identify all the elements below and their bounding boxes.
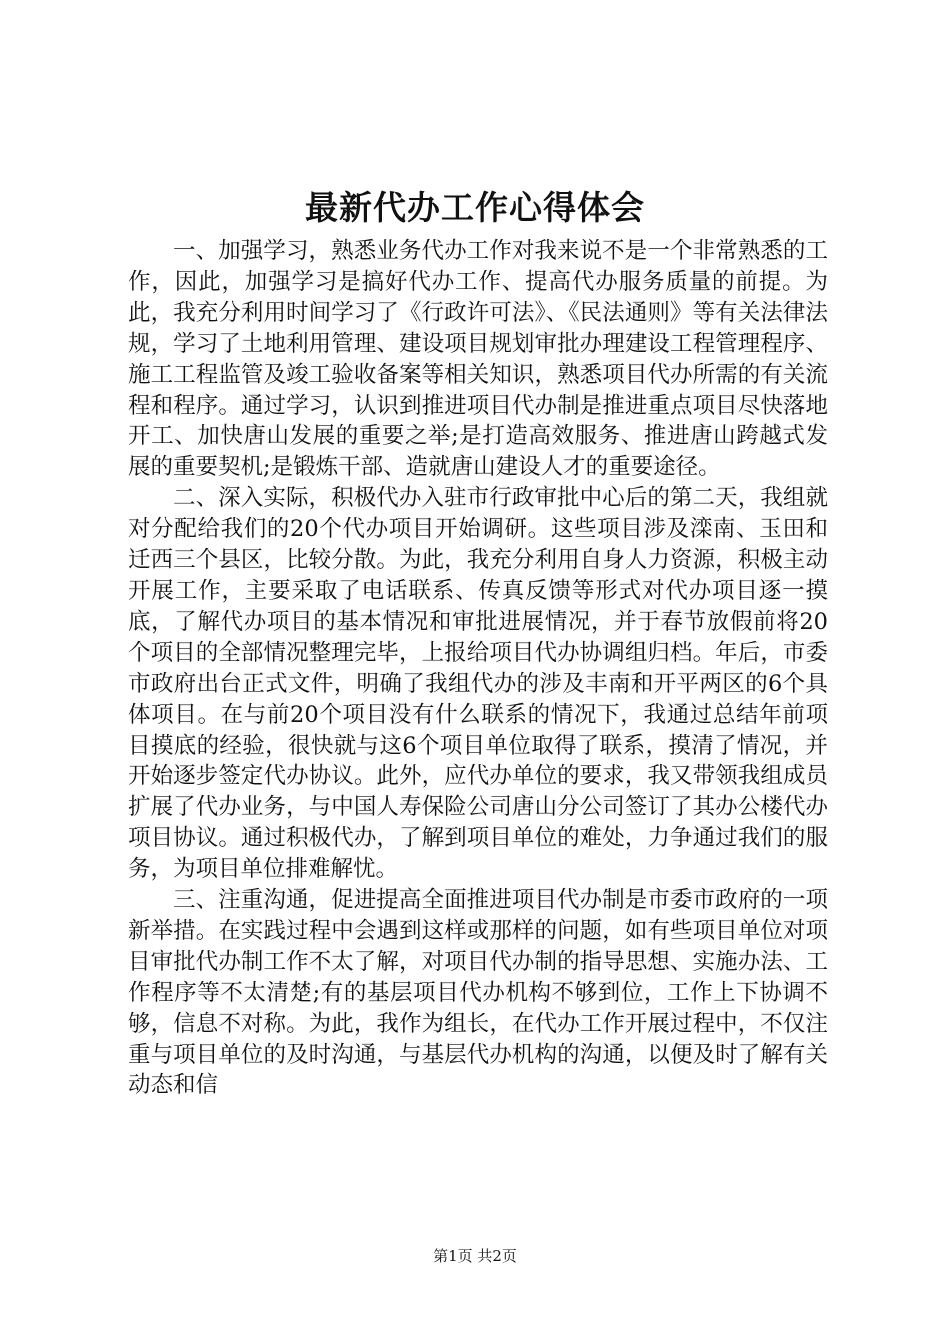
- document-body: [128, 236, 828, 1101]
- paragraph-2: 二、深入实际，积极代办入驻市行政审批中心后的第二天，我组就对分配给我们的20个代办项目开始调研。这些项目涉及滦南、玉田和迁西三个县区，比较分散。为此，我充分利用自身人力资源，积极主动开展工作，主要采取了电话联系、传真反馈等形式对代办项目逐一摸底，了解代办项目的基本情况和审批进展情况，并于春节放假前将20个项目的全部情况整理完毕，上报给项目代办协调组归档。年后，市委市政府出台正式文件，明确了我组代办的涉及丰南和开平两区的6个具体项目。在与前20个项目没有什么联系的情况下，我通过总结年前项目摸底的经验，很快就与这6个项目单位取得了联系，摸清了情况，并开始逐步签定代办协议。此外，应代办单位的要求，我又带领我组成员扩展了代办业务，与中国人寿保险公司唐山分公司签订了其办公楼代办项目协议。通过积极代办，了解到项目单位的难处，力争通过我们的服务，为项目单位排难解忧。: [128, 485, 828, 883]
- paragraph-3: 三、注重沟通，促进提高全面推进项目代办制是市委市政府的一项新举措。在实践过程中会遇到这样或那样的问题，如有些项目单位对项目审批代办制工作不太了解，对项目代办制的指导思想、实施办法、工作程序等不太清楚;有的基层项目代办机构不够到位，工作上下协调不够，信息不对称。为此，我作为组长，在代办工作开展过程中，不仅注重与项目单位的及时沟通，与基层代办机构的沟通，以便及时了解有关动态和信: [128, 887, 828, 1099]
- document-title: 最新代办工作心得体会: [305, 188, 645, 227]
- paragraph-1: 一、加强学习，熟悉业务代办工作对我来说不是一个非常熟悉的工作，因此，加强学习是搞好代办工作、提高代办服务质量的前提。为此，我充分利用时间学习了《行政许可法》、《民法通则》等有关法律法规，学习了土地利用管理、建设项目规划审批办理建设工程管理程序、施工工程监管及竣工验收备案等相关知识，熟悉项目代办所需的有关流程和程序。通过学习，认识到推进项目代办制是推进重点项目尽快落地开工、加快唐山发展的重要之举;是打造高效服务、推进唐山跨越式发展的重要契机;是锻炼干部、造就唐山建设人才的重要途径。: [128, 238, 828, 481]
- page-number-footer: 第1页 共2页: [433, 1247, 517, 1265]
